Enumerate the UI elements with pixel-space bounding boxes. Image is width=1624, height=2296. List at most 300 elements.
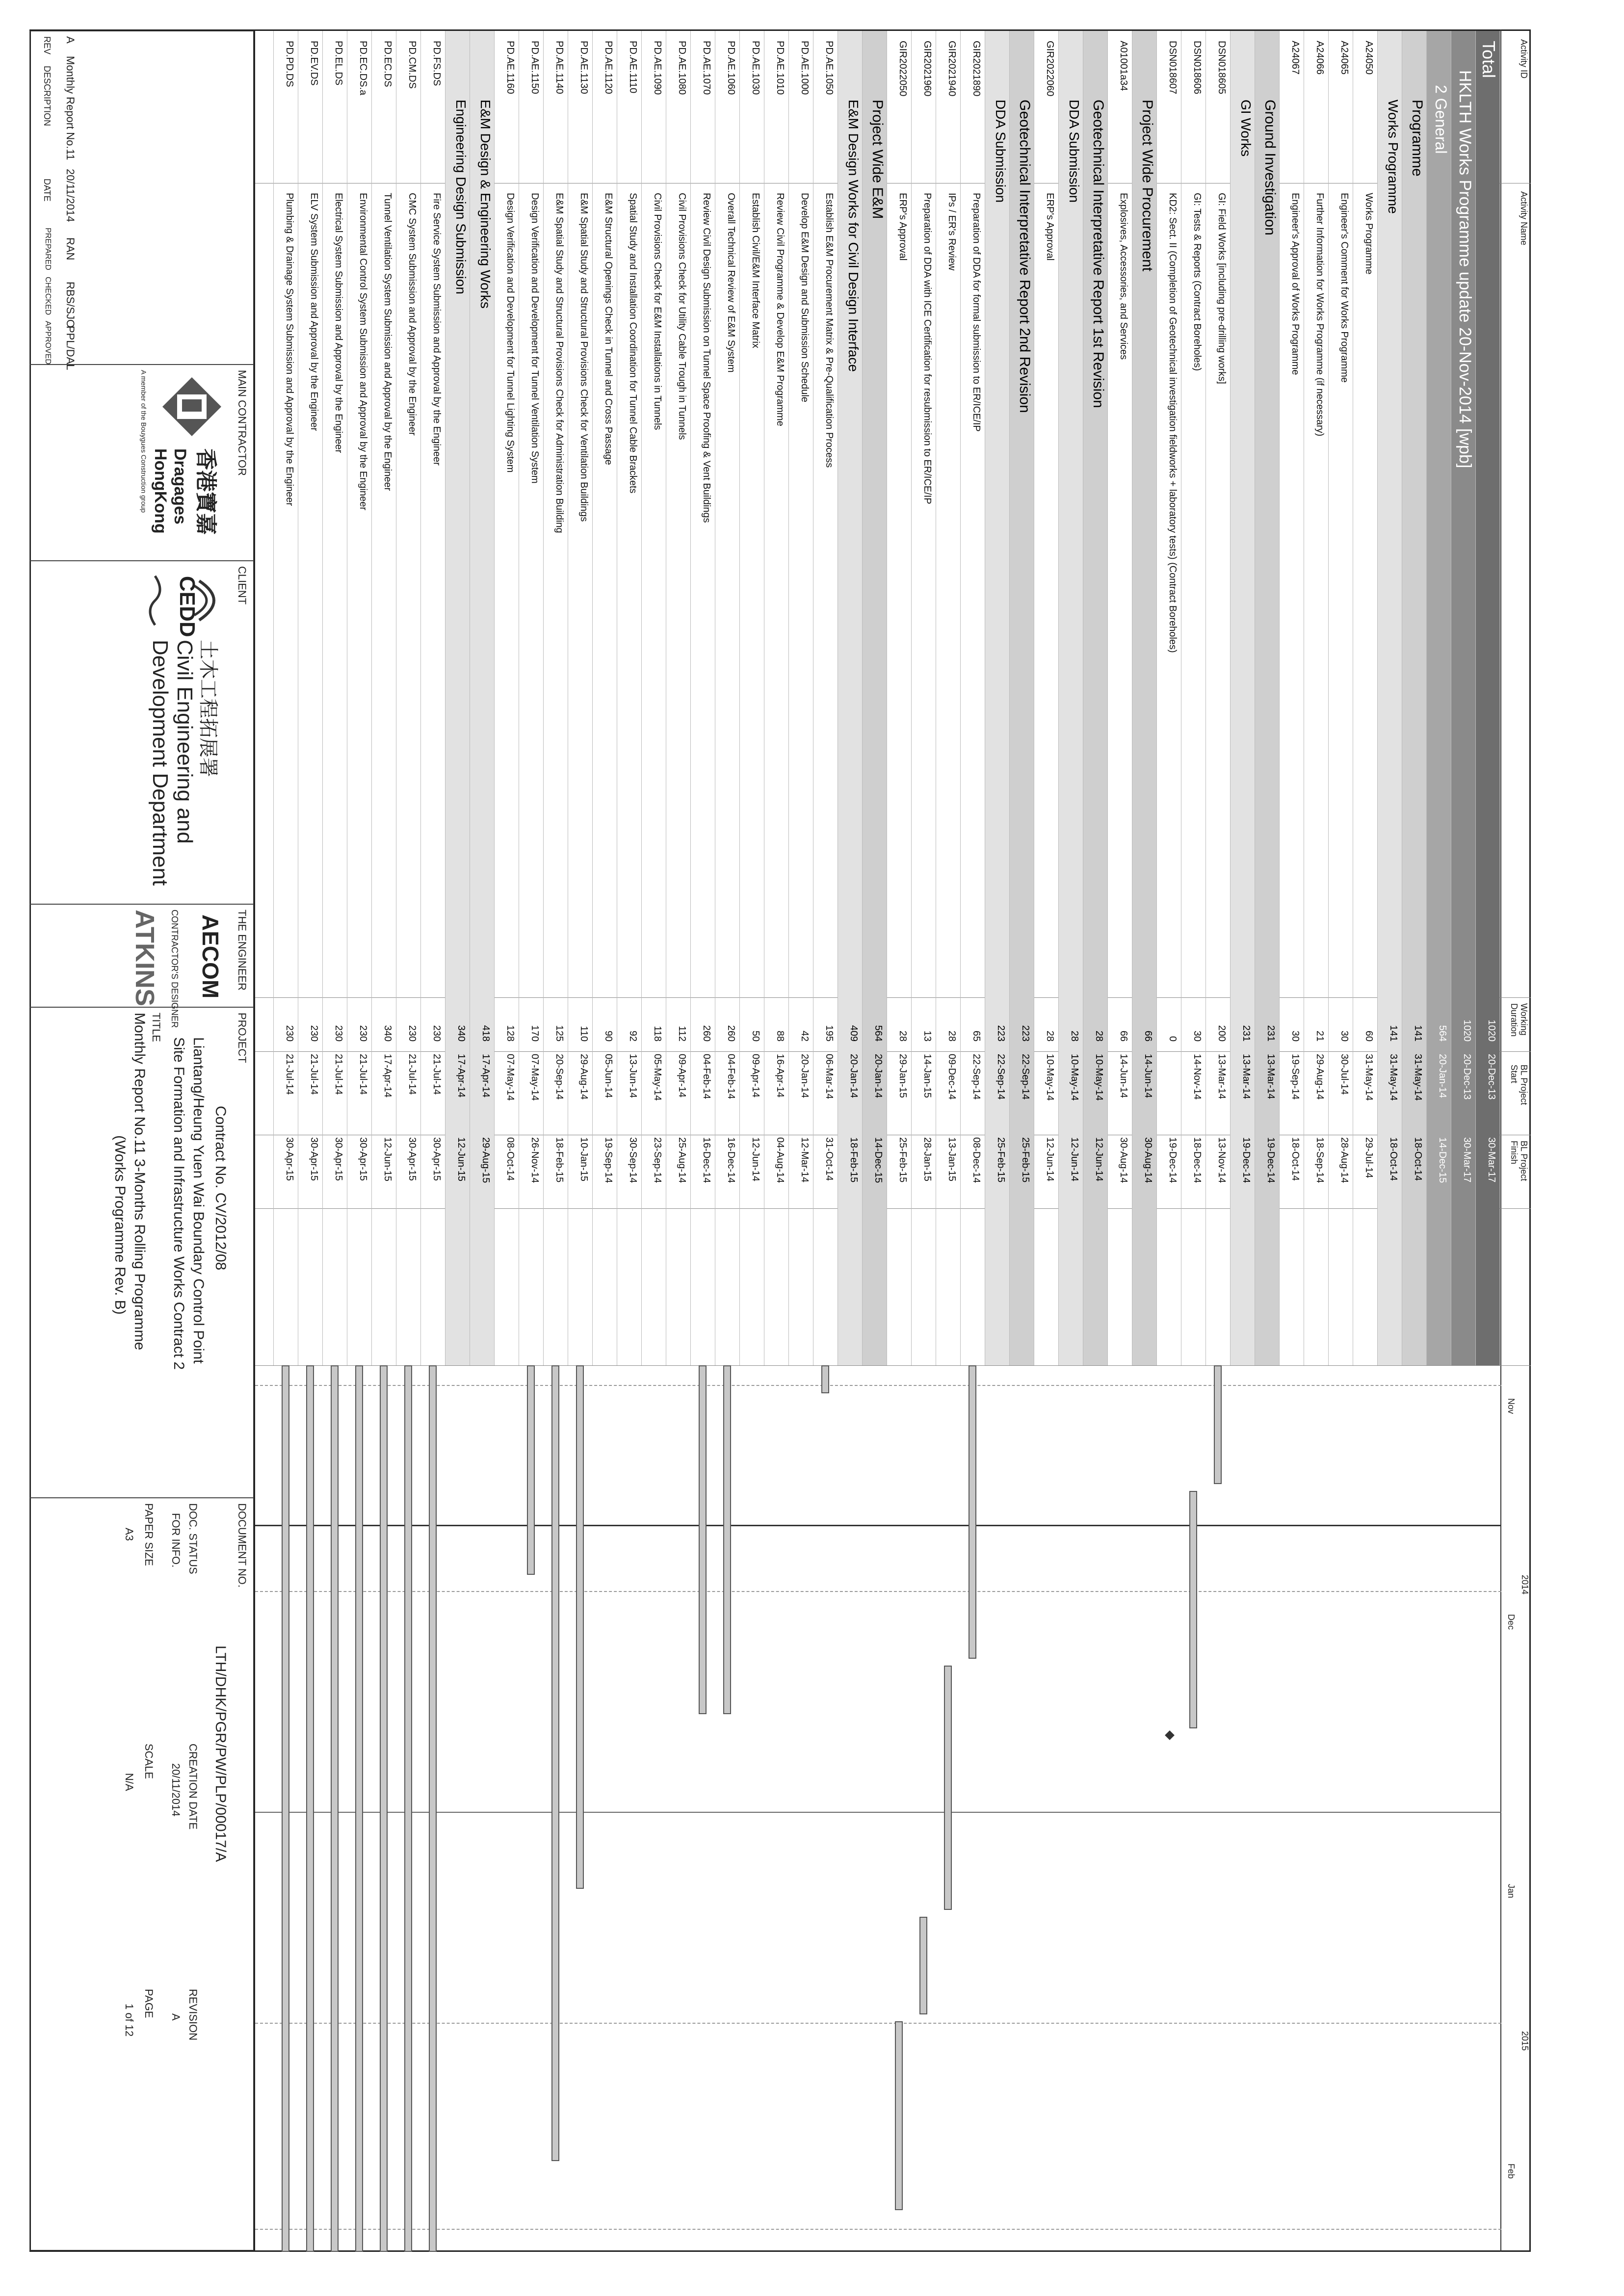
table-row (690, 31, 715, 1365)
start-date: 14-Nov-14 (1192, 1054, 1203, 1100)
activity-name: ERP's Approval (1045, 193, 1055, 261)
start-date: 05-Jun-14 (603, 1054, 614, 1098)
start-date: 30-Jul-14 (1339, 1054, 1350, 1095)
gantt-bar (969, 1365, 976, 1659)
start-date: 13-Mar-14 (1241, 1054, 1252, 1099)
finish-date: 30-Aug-14 (1143, 1137, 1153, 1183)
duration: 260 (701, 1025, 712, 1042)
table-row (396, 31, 420, 1365)
table-row (739, 31, 764, 1365)
contractor-name-1: Dragages (171, 448, 189, 524)
gantt-bar (723, 1365, 731, 1714)
creation-date-label: CREATION DATE (187, 1744, 199, 1830)
rev-approved: PPL/DAL (64, 326, 77, 370)
activity-name: E&M Spatial Study and Structural Provisions Check for Ventilation Buildings (578, 193, 589, 522)
start-date: 21-Jul-14 (309, 1054, 319, 1095)
table-row (470, 31, 494, 1365)
table-row (592, 31, 617, 1365)
table-row (1304, 31, 1328, 1365)
finish-date: 25-Feb-15 (995, 1137, 1006, 1183)
activity-name: Project Wide E&M (869, 100, 886, 219)
client-name-1: Civil Engineering and (173, 640, 197, 844)
table-row (543, 31, 568, 1365)
finish-date: 29-Jul-14 (1363, 1137, 1374, 1178)
start-date: 10-May-14 (1045, 1054, 1055, 1101)
activity-id: PD.AE.1010 (775, 41, 786, 95)
start-date: 20-Jan-14 (799, 1054, 810, 1098)
duration: 28 (1045, 1030, 1055, 1042)
activity-id: PD.AE.1160 (505, 41, 516, 94)
duration: 65 (971, 1030, 982, 1042)
document-cell (29, 1498, 254, 2250)
table-row (960, 31, 985, 1365)
milestone-marker (1165, 1730, 1175, 1740)
page-number: 1 of 12 (123, 2004, 135, 2037)
activity-name: Geotechnical Interpretative Report 1st Revision (1090, 100, 1106, 408)
duration: 230 (358, 1025, 368, 1042)
finish-date: 30-Apr-15 (407, 1137, 418, 1181)
start-date: 31-May-14 (1363, 1054, 1374, 1101)
duration: 128 (505, 1025, 516, 1042)
activity-name: Ground Investigation (1262, 100, 1278, 235)
finish-date: 18-Feb-15 (848, 1137, 859, 1183)
table-row (1328, 31, 1353, 1365)
table-row (1156, 31, 1181, 1365)
activity-id: A24067 (1290, 41, 1301, 75)
start-date: 31-May-14 (1413, 1054, 1423, 1101)
finish-date: 12-Jun-15 (456, 1137, 467, 1182)
start-date: 04-Feb-14 (701, 1054, 712, 1099)
table-row (1083, 31, 1107, 1365)
header-finish: BL Project Finish (1509, 1141, 1529, 1181)
duration: 66 (1143, 1030, 1153, 1042)
checked-header: CHECKED (44, 277, 52, 315)
rev-description: Monthly Report No.11 (64, 56, 77, 160)
duration: 13 (922, 1030, 933, 1042)
activity-id: PD.AE.1150 (529, 41, 540, 94)
main-contractor-label: MAIN CONTRACTOR (236, 370, 248, 476)
finish-date: 12-Jun-14 (1094, 1137, 1104, 1182)
duration: 340 (382, 1025, 393, 1042)
scale: N/A (123, 1773, 135, 1791)
activity-id: PD.AE.1070 (701, 41, 712, 95)
duration: 21 (1314, 1030, 1325, 1042)
start-date: 20-Dec-13 (1486, 1054, 1497, 1100)
activity-name: CMC System Submission and Approval by the Engineer (407, 193, 418, 436)
activity-id: A24066 (1314, 41, 1325, 75)
gantt-gridline (255, 1591, 1501, 1592)
date-header: DATE (42, 179, 52, 202)
title-label: TITLE (150, 1013, 162, 1042)
activity-id: DSN018605 (1216, 41, 1227, 94)
finish-date: 19-Dec-14 (1241, 1137, 1252, 1183)
activity-name: Develop E&M Design and Submission Schedule (799, 193, 810, 402)
finish-date: 25-Feb-15 (1020, 1137, 1031, 1183)
duration: 50 (750, 1030, 761, 1042)
finish-date: 25-Aug-14 (677, 1137, 687, 1183)
duration: 260 (726, 1025, 736, 1042)
duration: 230 (431, 1025, 442, 1042)
gantt-bar (355, 1365, 363, 2252)
contractor-tagline: A member of the Bouygues Construction group (140, 370, 148, 513)
start-date: 14-Jan-15 (922, 1054, 933, 1098)
gantt-bar (331, 1365, 339, 2252)
finish-date: 30-Mar-17 (1486, 1137, 1497, 1183)
finish-date: 30-Apr-15 (431, 1137, 442, 1181)
gantt-bar (1189, 1491, 1197, 1728)
start-date: 07-May-14 (529, 1054, 540, 1101)
project-line-2: Liantang/Heung Yuen Wai Boundary Control Point (190, 1037, 207, 1364)
start-date: 17-Apr-14 (456, 1054, 467, 1097)
header-activity-name: Activity Name (1519, 191, 1529, 246)
finish-date: 14-Dec-15 (1437, 1137, 1448, 1183)
gantt-gridline (255, 2229, 1501, 2230)
duration: 230 (309, 1025, 319, 1042)
gantt-bar (944, 1666, 952, 1910)
activity-name: Design Verification and Development for Tunnel Ventilation System (529, 193, 540, 484)
activity-id: A24065 (1339, 41, 1350, 75)
table-row (936, 31, 960, 1365)
project-label: PROJECT (236, 1013, 248, 1063)
revision-table (29, 31, 254, 370)
duration: 231 (1265, 1025, 1276, 1042)
gantt-chart (255, 1365, 1501, 2252)
activity-id: PD.AE.1000 (799, 41, 810, 95)
table-row (617, 31, 641, 1365)
finish-date: 16-Dec-14 (701, 1137, 712, 1183)
activity-name: Design Verification and Development for Tunnel Lighting System (505, 193, 516, 473)
activity-name: Project Wide Procurement (1139, 100, 1155, 272)
duration: 30 (1339, 1030, 1350, 1042)
finish-date: 30-Apr-15 (333, 1137, 344, 1181)
finish-date: 26-Nov-14 (529, 1137, 540, 1183)
finish-date: 30-Apr-15 (358, 1137, 368, 1181)
finish-date: 18-Feb-15 (554, 1137, 565, 1183)
finish-date: 30-Mar-17 (1462, 1137, 1472, 1183)
designer-label: CONTRACTOR'S DESIGNER (170, 910, 180, 1028)
duration: 28 (897, 1030, 908, 1042)
table-row (838, 31, 862, 1365)
activity-id: PD.FS.DS (431, 41, 442, 86)
table-row (788, 31, 813, 1365)
activity-name: Preparation of DDA with ICE Certification for resubmission to ER/ICE/IP (922, 193, 933, 504)
activity-name: GI: Tests & Reports (Contract Boreholes) (1192, 193, 1203, 371)
finish-date: 12-Jun-15 (382, 1137, 393, 1182)
engineer-name: AECOM (198, 914, 223, 999)
activity-id: PD.AE.1050 (824, 41, 835, 95)
finish-date: 19-Sep-14 (603, 1137, 614, 1183)
activity-id: GIR2021890 (971, 41, 982, 97)
activity-id: GIR2022060 (1045, 41, 1055, 97)
activity-id: PD.AE.1030 (750, 41, 761, 95)
activity-name: ERP's Approval (897, 193, 908, 261)
start-date: 31-May-14 (1388, 1054, 1399, 1101)
contractor-name-2: HongKong (151, 448, 170, 534)
duration: 30 (1192, 1030, 1203, 1042)
header-start: BL Project Start (1509, 1065, 1529, 1105)
timeline-month: Dec (1506, 1614, 1516, 1630)
start-date: 19-Sep-14 (1290, 1054, 1301, 1100)
rev-header: REV (42, 36, 52, 55)
table-row (298, 31, 322, 1365)
title-line-2: (Works Programme Rev. B) (112, 1135, 128, 1315)
table-row (1353, 31, 1377, 1365)
rev-checked: RBS/SJO (64, 282, 77, 328)
table-row (1009, 31, 1034, 1365)
header-activity-id: Activity ID (1519, 39, 1529, 79)
table-row (1107, 31, 1132, 1365)
finish-date: 18-Sep-14 (1314, 1137, 1325, 1183)
header-duration: Working Duration (1509, 1003, 1529, 1037)
main-contractor-cell (29, 365, 254, 561)
duration: 223 (1020, 1025, 1031, 1042)
duration: 564 (873, 1025, 884, 1042)
gantt-bar (919, 1917, 927, 2014)
engineer-label: THE ENGINEER (236, 910, 248, 991)
start-date: 13-Mar-14 (1265, 1054, 1276, 1099)
start-date: 04-Feb-14 (726, 1054, 736, 1099)
activity-id: DSN018607 (1167, 41, 1178, 94)
activity-name: Establish E&M Procurement Matrix & Pre-Qualification Process (824, 193, 835, 468)
table-header (1500, 29, 1531, 2252)
activity-name: IPs / ER's Review (946, 193, 957, 271)
duration: 125 (554, 1025, 565, 1042)
duration: 30 (1290, 1030, 1301, 1042)
activity-name: DDA Submission (1067, 100, 1082, 203)
duration: 42 (799, 1030, 810, 1042)
activity-id: PD.AE.1060 (726, 41, 736, 95)
title-block (29, 31, 255, 2250)
activity-name: Plumbing & Drainage System Submission and Approval by the Engineer (284, 193, 295, 506)
start-date: 16-Apr-14 (775, 1054, 786, 1097)
activity-id: PD.EV.DS (309, 41, 319, 86)
activity-name: Tunnel Ventilation System Submission and Approval by the Engineer (382, 193, 393, 491)
start-date: 20-Dec-13 (1462, 1054, 1472, 1100)
doc-status-label: DOC. STATUS (187, 1503, 199, 1574)
finish-date: 12-Jun-14 (750, 1137, 761, 1182)
duration: 230 (284, 1025, 295, 1042)
table-row (347, 31, 371, 1365)
activity-name: E&M Design Works for Civil Design Interface (846, 100, 861, 372)
start-date: 29-Aug-14 (1314, 1054, 1325, 1100)
start-date: 21-Jul-14 (358, 1054, 368, 1095)
timeline-year: 2015 (1520, 2031, 1530, 2051)
start-date: 14-Jun-14 (1143, 1054, 1153, 1098)
approved-header: APPROVED (44, 321, 52, 365)
table-row (862, 31, 887, 1365)
activity-id: PD.EC.DS (382, 41, 393, 87)
duration: 418 (480, 1025, 491, 1042)
duration: 564 (1437, 1025, 1448, 1042)
activity-name: Works Programme (1386, 100, 1401, 214)
start-date: 21-Jul-14 (431, 1054, 442, 1095)
duration: 200 (1216, 1025, 1227, 1042)
client-name-2: Development Department (148, 640, 172, 886)
activity-name: GI: Field Works [including pre-drilling works] (1216, 193, 1227, 384)
activity-name: E&M Spatial Study and Structural Provisions Check for Administration Building (554, 193, 565, 533)
duration: 112 (677, 1026, 687, 1042)
table-row (764, 31, 788, 1365)
timeline-year: 2014 (1520, 1575, 1530, 1595)
activity-id: PD.PD.DS (284, 41, 295, 87)
gantt-gridline (255, 2023, 1501, 2024)
duration: 0 (1167, 1036, 1178, 1042)
start-date: 09-Dec-14 (946, 1054, 957, 1100)
gantt-bar (282, 1365, 289, 2252)
duration: 231 (1241, 1025, 1252, 1042)
activity-name: GI Works (1238, 100, 1254, 157)
finish-date: 28-Jan-15 (922, 1137, 933, 1182)
gantt-bar (821, 1365, 829, 1393)
client-chinese-name: 土木工程拓展署 (197, 640, 219, 777)
finish-date: 04-Aug-14 (775, 1137, 786, 1183)
data-date-line (255, 1525, 1501, 1526)
table-row (1034, 31, 1058, 1365)
finish-date: 16-Dec-14 (726, 1137, 736, 1183)
duration: 141 (1413, 1025, 1423, 1042)
project-cell (29, 1007, 254, 1498)
duration: 28 (1094, 1030, 1104, 1042)
table-row (1451, 31, 1475, 1365)
activity-id: Total (1479, 41, 1499, 78)
finish-date: 19-Dec-14 (1265, 1137, 1276, 1183)
activity-name: Explosives, Accessories, and Services (1118, 193, 1129, 360)
activity-id: PD.EC.DS.a (358, 41, 368, 96)
activity-name: HKLTH Works Programme update 20-Nov-2014 [wpb] (1456, 70, 1474, 469)
table-row (371, 31, 396, 1365)
duration: 92 (628, 1030, 638, 1042)
activity-id: PD.AE.1140 (554, 41, 565, 94)
activity-id: PD.CM.DS (407, 41, 418, 89)
activity-name: Fire Service System Submission and Approval by the Engineer (431, 193, 442, 466)
duration: 90 (603, 1030, 614, 1042)
start-date: 07-May-14 (505, 1054, 516, 1101)
table-row (1205, 31, 1230, 1365)
title-line-1: Monthly Report No.11 3-Months Rolling Programme (131, 1013, 148, 1351)
duration: 230 (407, 1025, 418, 1042)
activity-name: Geotechnical Interpretative Report 2nd Revision (1017, 100, 1033, 413)
table-row (1255, 31, 1279, 1365)
revision: A (170, 2013, 182, 2021)
paper-size: A3 (123, 1528, 135, 1541)
rev-date: 20/11/2014 (64, 169, 77, 222)
start-date: 17-Apr-14 (382, 1054, 393, 1097)
duration: 88 (775, 1030, 786, 1042)
timeline-month: Feb (1506, 2164, 1516, 2179)
finish-date: 31-Oct-14 (824, 1137, 835, 1181)
table-row (1058, 31, 1083, 1365)
finish-date: 19-Dec-14 (1167, 1137, 1178, 1183)
activity-name: Electrical System Submission and Approval by the Engineer (333, 193, 344, 453)
duration: 110 (578, 1026, 589, 1042)
table-row (1426, 31, 1451, 1365)
finish-date: 13-Nov-14 (1216, 1137, 1227, 1183)
start-date: 20-Jan-14 (1437, 1054, 1448, 1098)
activity-name: Engineering Design Submission (453, 100, 469, 294)
project-line-3: Site Formation and Infrastructure Works Contract 2 (171, 1037, 187, 1370)
finish-date: 08-Oct-14 (505, 1137, 516, 1181)
activity-id: GIR2022050 (897, 41, 908, 97)
table-row (1181, 31, 1205, 1365)
table-row (420, 31, 445, 1365)
start-date: 21-Jul-14 (407, 1054, 418, 1095)
start-date: 10-May-14 (1069, 1054, 1080, 1101)
duration: 66 (1118, 1030, 1129, 1042)
finish-date: 18-Oct-14 (1290, 1137, 1301, 1181)
scale-label: SCALE (143, 1744, 155, 1779)
start-date: 09-Apr-14 (750, 1054, 761, 1097)
table-row (322, 31, 347, 1365)
activity-name: Spatial Study and Installation Coordination for Tunnel Cable Brackets (628, 193, 638, 494)
table-row (568, 31, 592, 1365)
duration: 170 (529, 1025, 540, 1042)
finish-date: 18-Dec-14 (1192, 1137, 1203, 1183)
table-row (273, 31, 298, 1365)
finish-date: 18-Oct-14 (1413, 1137, 1423, 1181)
table-row (445, 31, 470, 1365)
start-date: 21-Jul-14 (284, 1054, 295, 1095)
duration: 28 (1069, 1030, 1080, 1042)
activity-name: Further Information for Works Programme (if necessary) (1314, 193, 1325, 437)
timeline-month: Jan (1506, 1884, 1516, 1899)
gantt-bar (699, 1365, 707, 1714)
finish-date: 12-Jun-14 (1045, 1137, 1055, 1182)
activity-id: A24050 (1363, 41, 1374, 75)
project-line-1: Contract No. CV/2012/08 (212, 1106, 229, 1271)
duration: 28 (946, 1030, 957, 1042)
finish-date: 14-Dec-15 (873, 1137, 884, 1183)
activity-name: Works Programme (1363, 193, 1374, 275)
activity-name: Civil Provisions Check for E&M Installations in Tunnels (652, 193, 663, 430)
start-date: 22-Sep-14 (971, 1054, 982, 1100)
start-date: 22-Sep-14 (1020, 1054, 1031, 1100)
activity-name: Preparation of DDA for formal submission to ER/ICE/IP (971, 193, 982, 432)
gantt-gridline (255, 1385, 1501, 1386)
activity-name: Establish Civil/E&M Interface Matrix (750, 193, 761, 348)
gantt-bar (380, 1365, 388, 2252)
description-header: DESCRIPTION (42, 66, 52, 127)
gantt-bar (576, 1365, 584, 1889)
doc-status: FOR INFO. (170, 1513, 182, 1568)
table-row (1132, 31, 1156, 1365)
start-date: 13-Jun-14 (628, 1054, 638, 1098)
duration: 195 (824, 1025, 835, 1042)
finish-date: 30-Apr-15 (309, 1137, 319, 1181)
gantt-bar (527, 1365, 535, 1575)
table-row (715, 31, 739, 1365)
finish-date: 30-Sep-14 (628, 1137, 638, 1183)
designer-name: ATKINS (130, 910, 159, 1006)
table-row (641, 31, 666, 1365)
start-date: 14-Jun-14 (1118, 1054, 1129, 1098)
finish-date: 18-Oct-14 (1388, 1137, 1399, 1181)
start-date: 05-May-14 (652, 1054, 663, 1101)
activity-id: PD.AE.1110 (628, 41, 638, 94)
contractor-chinese-name: 香港寶嘉 (194, 448, 218, 535)
duration: 340 (456, 1025, 467, 1042)
activity-id: PD.AE.1120 (603, 41, 614, 94)
gantt-bar (429, 1365, 437, 2252)
activity-name: Engineer's Approval of Works Programme (1290, 193, 1301, 375)
start-date: 21-Jul-14 (333, 1054, 344, 1095)
table-row (666, 31, 690, 1365)
prepared-header: PREPARED (44, 228, 52, 270)
finish-date: 23-Sep-14 (652, 1137, 663, 1183)
duration: 409 (848, 1025, 859, 1042)
table-row (1230, 31, 1255, 1365)
page-label: PAGE (143, 1989, 155, 2018)
activity-id: PD.AE.1130 (578, 41, 589, 94)
